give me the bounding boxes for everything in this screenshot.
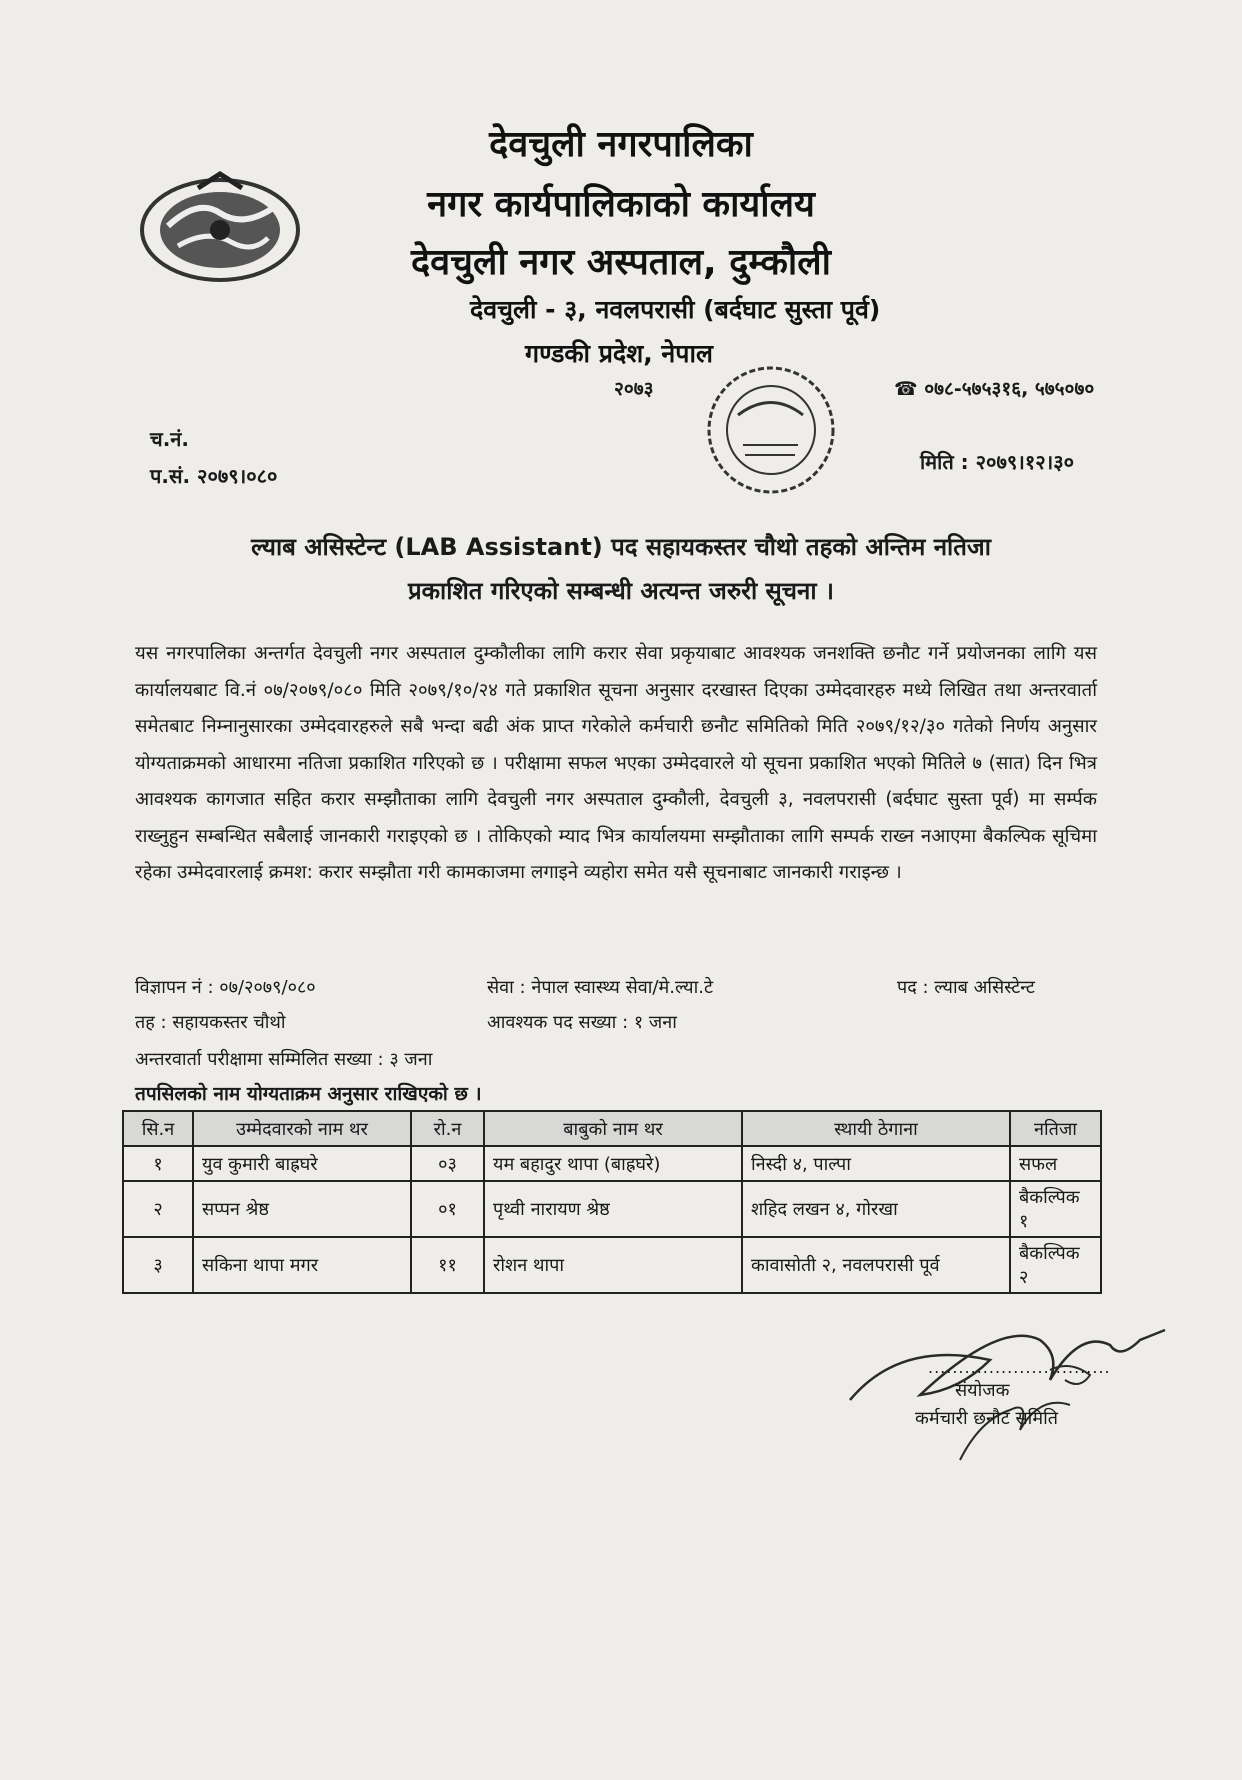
header-permanent-address: स्थायी ठेगाना	[742, 1111, 1010, 1146]
header-candidate-name: उम्मेदवारको नाम थर	[193, 1111, 411, 1146]
table-row	[123, 1146, 1101, 1181]
office-name: नगर कार्यपालिकाको कार्यालय	[427, 184, 815, 225]
advertisement-number: विज्ञापन नं : ०७/२०७९/०८०	[135, 977, 316, 998]
cell-address: शहिद लखन ४, गोरखा	[742, 1181, 1010, 1237]
cell-candidate-name: सकिना थापा मगर	[193, 1237, 411, 1293]
post-name: पद : ल्याब असिस्टेन्ट	[897, 977, 1035, 998]
list-heading: तपसिलको नाम योग्यताक्रम अनुसार राखिएको छ ।	[135, 1083, 482, 1105]
header-serial: सि.न	[123, 1111, 193, 1146]
notice-body: यस नगरपालिका अन्तर्गत देवचुली नगर अस्पताल दुम्कौलीका लागि करार सेवा प्रकृयाबाट आवश्यक जनशक्ति छनौट गर्ने प्रयोजनका लागि यस कार्यालयबाट वि.नं ०७/२०७९/०८० मिति २०७९/१०/२४ गते प्रकाशित सूचना अनुसार दरखास्त दिएका उम्मेदवारहरु मध्ये लिखित तथा अन्तरवार्ता समेतबाट निम्नानुसारका उम्मेदवारहरुले सबै भन्दा बढी अंक प्राप्त गरेकोले कर्मचारी छनौट समितिको मिति २०७९/१२/३० गतेको निर्णय अनुसार योग्यताक्रमको आधारमा नतिजा प्रकाशित गरिएको छ । परीक्षामा सफल भएका उम्मेदवारले यो सूचना प्रकाशित भएको मितिले ७ (सात) दिन भित्र आवश्यक कागजात सहित करार सम्झौताका लागि देवचुली नगर अस्पताल दुम्कौली, देवचुली ३, नवलपरासी (बर्दघाट सुस्ता पूर्व) मा सर्म्पक राख्नुहुन सम्बन्धित सबैलाई जानकारी गराइएको छ । तोकिएको म्याद भित्र कार्यालयमा सम्झौताका लागि सम्पर्क राख्न नआएमा बैकल्पिक सूचिमा रहेका उम्मेदवारलाई क्रमश: करार सम्झौता गरी कामकाजमा लगाइने व्यहोरा समेत यसै सूचनाबाट जानकारी गराइन्छ ।	[135, 643, 1097, 883]
header-father-name: बाबुको नाम थर	[484, 1111, 742, 1146]
cell-serial: ३	[123, 1237, 193, 1293]
cell-serial: १	[123, 1146, 193, 1181]
cell-serial: २	[123, 1181, 193, 1237]
signature-dotted-line: ..............................	[928, 1358, 1111, 1377]
table-header-row	[123, 1111, 1101, 1146]
results-table	[122, 1110, 1102, 1294]
cell-roll-number: ०३	[411, 1146, 484, 1181]
signatory-committee: कर्मचारी छनौट समिति	[915, 1408, 1059, 1429]
subject-line-2: प्रकाशित गरिएको सम्बन्धी अत्यन्त जरुरी सूचना ।	[407, 577, 835, 605]
cell-result: बैकल्पिक १	[1010, 1181, 1101, 1237]
cell-result: सफल	[1010, 1146, 1101, 1181]
signatory-role: संयोजक	[955, 1380, 1010, 1401]
required-post-count: आवश्यक पद सख्या : १ जना	[487, 1012, 677, 1033]
table-row	[123, 1181, 1101, 1237]
service-group: सेवा : नेपाल स्वास्थ्य सेवा/मे.ल्या.टे	[487, 977, 714, 998]
cell-roll-number: ०१	[411, 1181, 484, 1237]
address: देवचुली - ३, नवलपरासी (बर्दघाट सुस्ता पूर्व)	[470, 295, 881, 324]
office-stamp-icon	[683, 355, 863, 505]
level: तह : सहायकस्तर चौथो	[135, 1012, 286, 1033]
cell-address: निस्दी ४, पाल्पा	[742, 1146, 1010, 1181]
letter-reference-number: प.सं. २०७९।०८०	[150, 464, 278, 488]
cell-father-name: पृथ्वी नारायण श्रेष्ठ	[484, 1181, 742, 1237]
municipality-name: देवचुली नगरपालिका	[489, 124, 753, 165]
subject-line-1: ल्याब असिस्टेन्ट (LAB Assistant) पद सहायकस्तर चौथो तहको अन्तिम नतिजा	[251, 533, 991, 561]
interview-participant-count: अन्तरवार्ता परीक्षामा सम्मिलित सख्या : ३ जना	[135, 1049, 433, 1070]
dispatch-number: च.नं.	[150, 427, 189, 451]
cell-father-name: यम बहादुर थापा (बाह्रघरे)	[484, 1146, 742, 1181]
cell-candidate-name: युव कुमारी बाह्रघरे	[193, 1146, 411, 1181]
hospital-name: देवचुली नगर अस्पताल, दुम्कौली	[411, 242, 831, 283]
notice-date: मिति : २०७९।१२।३०	[920, 450, 1075, 474]
cell-roll-number: ११	[411, 1237, 484, 1293]
established-year: २०७३	[614, 378, 654, 400]
province: गण्डकी प्रदेश, नेपाल	[525, 339, 713, 368]
cell-address: कावासोती २, नवलपरासी पूर्व	[742, 1237, 1010, 1293]
phone-numbers: ☎ ०७८-५७५३१६, ५७५०७०	[894, 378, 1095, 400]
header-roll-number: रो.न	[411, 1111, 484, 1146]
header-result: नतिजा	[1010, 1111, 1101, 1146]
cell-father-name: रोशन थापा	[484, 1237, 742, 1293]
cell-candidate-name: सप्पन श्रेष्ठ	[193, 1181, 411, 1237]
cell-result: बैकल्पिक २	[1010, 1237, 1101, 1293]
table-row	[123, 1237, 1101, 1293]
